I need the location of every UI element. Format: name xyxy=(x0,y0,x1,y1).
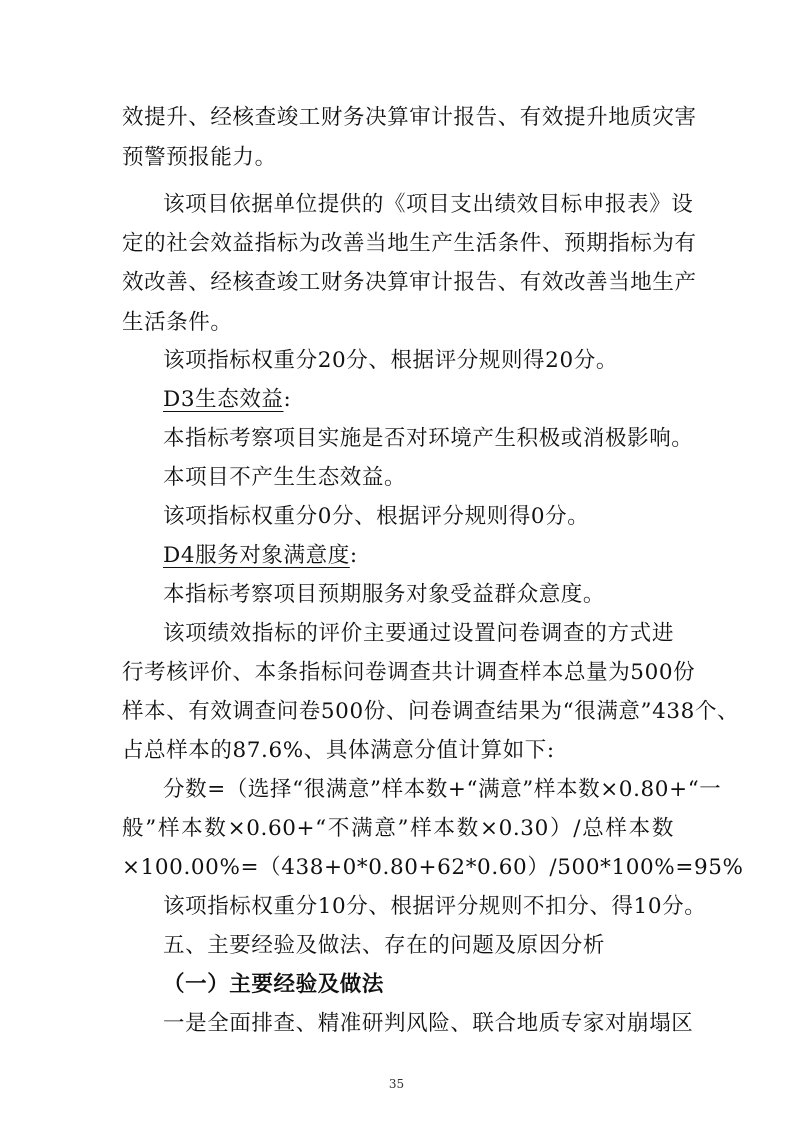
chapter-heading: 五、主要经验及做法、存在的问题及原因分析 xyxy=(163,933,606,958)
paragraph-line: 本指标考察项目预期服务对象受益群众意度。 xyxy=(163,582,606,607)
paragraph-line: 该项目依据单位提供的《项目支出绩效目标申报表》设 xyxy=(163,192,694,217)
heading-text: D3生态效益 xyxy=(163,387,284,412)
paragraph-line: 该项绩效指标的评价主要通过设置问卷调查的方式进 xyxy=(163,621,674,646)
formula-line: 般”样本数×0.60+“不满意”样本数×0.30）/总样本数 xyxy=(122,816,674,841)
paragraph-line: 效改善、经核查竣工财务决算审计报告、有效改善当地生产 xyxy=(122,270,697,295)
paragraph-line: 本项目不产生生态效益。 xyxy=(163,465,407,490)
paragraph-line: 占总样本的87.6%、具体满意分值计算如下: xyxy=(122,738,555,763)
paragraph-line: 一是全面排查、精准研判风险、联合地质专家对崩塌区 xyxy=(163,1011,694,1036)
paragraph-line: 预警预报能力。 xyxy=(122,145,277,170)
paragraph-line: 该项指标权重分20分、根据评分规则得20分。 xyxy=(163,348,618,373)
paragraph-line: 该项指标权重分0分、根据评分规则得0分。 xyxy=(163,504,590,529)
page-number: 35 xyxy=(388,1077,405,1091)
section-heading-d4 xyxy=(163,536,674,576)
subsection-heading: （一）主要经验及做法 xyxy=(163,972,385,997)
heading-colon: : xyxy=(283,387,292,412)
formula-line: ×100.00%=（438+0*0.80+62*0.60）/500*100%=95% xyxy=(122,855,744,880)
paragraph-line: 样本、有效调查问卷500份、问卷调查结果为“很满意”438个、 xyxy=(122,699,740,724)
paragraph-line: 行考核评价、本条指标问卷调查共计调查样本总量为500份 xyxy=(122,660,696,685)
paragraph-line: 生活条件。 xyxy=(122,310,233,335)
section-heading-d3 xyxy=(163,380,674,420)
paragraph-line: 定的社会效益指标为改善当地生产生活条件、预期指标为有 xyxy=(122,231,697,256)
paragraph-line: 本指标考察项目实施是否对环境产生积极或消极影响。 xyxy=(163,426,694,451)
paragraph-line: 该项指标权重分10分、根据评分规则不扣分、得10分。 xyxy=(163,894,707,919)
paragraph-line: 效提升、经核查竣工财务决算审计报告、有效提升地质灾害 xyxy=(122,105,697,130)
heading-colon: : xyxy=(349,543,358,568)
formula-line: 分数=（选择“很满意”样本数+“满意”样本数×0.80+“一 xyxy=(163,777,722,802)
heading-text: D4服务对象满意度 xyxy=(163,543,350,568)
